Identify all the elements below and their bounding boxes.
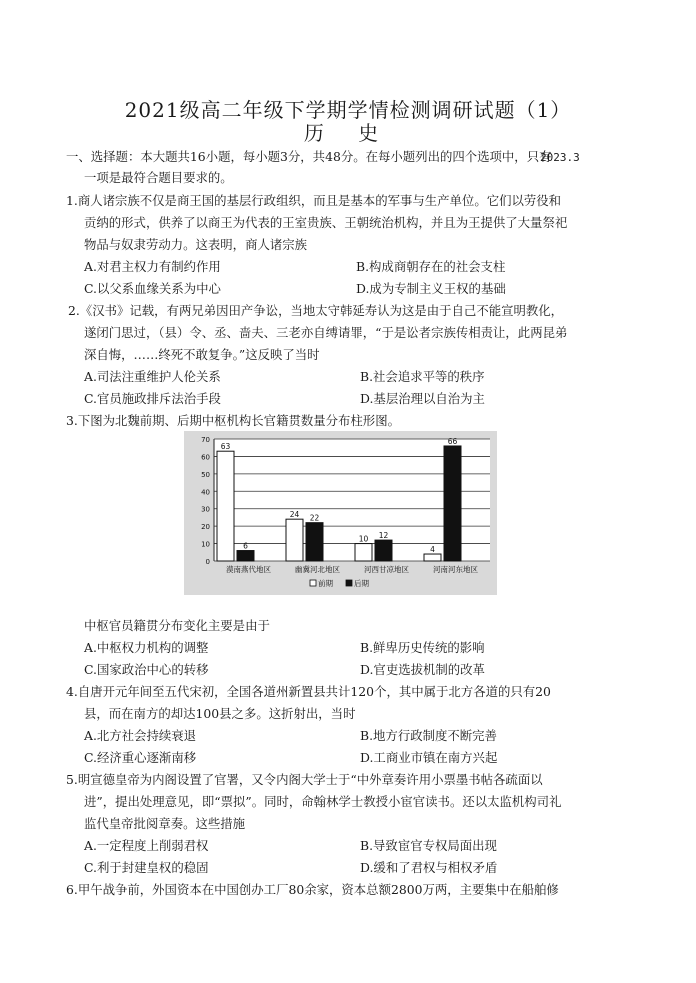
q5-line-2: 进”，提出处理意见，即“票拟”。同时，命翰林学士教授小宦官读书。还以太监机构司礼 [84,794,562,809]
data-label: 63 [220,442,231,452]
q2-option-a: A.司法注重维护人伦关系 [84,369,221,384]
data-label: 6 [243,541,248,551]
section-instruction-2: 一项是最符合题目要求的。 [84,170,233,185]
q5-option-d: D.缓和了君权与相权矛盾 [360,860,498,875]
legend-swatch [310,580,316,586]
y-tick-label: 20 [201,523,210,532]
y-tick-label: 0 [205,558,210,566]
bar-late [237,551,254,561]
q5-option-a: A.一定程度上削弱君权 [84,838,209,853]
q2-option-d: D.基层治理以自治为主 [360,391,485,406]
q1-line-2: 贡纳的形式，供养了以商王为代表的王室贵族、王朝统治机构，并且为王提供了大量祭祀 [84,215,568,230]
q1-option-b: B.构成商朝存在的社会支柱 [356,259,506,274]
bar-early [355,544,372,561]
q1-option-d: D.成为专制主义王权的基础 [356,281,506,296]
y-tick-label: 30 [201,505,210,514]
q4-option-c: C.经济重心逐渐南移 [84,750,197,765]
bar-chart [184,431,497,595]
section-instruction-1: 一、选择题：本大题共16小题，每小题3分，共48分。在每小题列出的四个选项中，只有 [66,149,552,164]
legend-label: 前期 [318,579,333,588]
q2-line-1: 2.《汉书》记载，有两兄弟因田产争讼，当地太守韩延寿认为这是由于自己不能宣明教化， [68,303,564,318]
bar-early [217,451,234,561]
q3-option-c: C.国家政治中心的转移 [84,662,209,677]
q5-option-b: B.导致宦官专权局面出现 [360,838,497,853]
q3-line-1: 3.下图为北魏前期、后期中枢机构长官籍贯数量分布柱形图。 [66,413,400,428]
q4-option-a: A.北方社会持续衰退 [84,728,197,743]
category-label: 漠南燕代地区 [226,565,271,574]
q1-option-c: C.以父系血缘关系为中心 [84,281,221,296]
q3-option-d: D.官吏选拔机制的改革 [360,662,485,677]
bar-chart-svg [184,431,497,595]
data-label: 4 [430,545,435,555]
data-label: 66 [447,436,458,446]
data-label: 12 [378,531,389,541]
y-tick-label: 50 [201,470,210,479]
q1-line-1: 1.商人诸宗族不仅是商王国的基层行政组织，而且是基本的军事与生产单位。它们以劳役和 [66,193,562,208]
q2-option-c: C.官员施政排斥法治手段 [84,391,221,406]
category-label: 幽冀河北地区 [295,565,340,574]
q1-option-a: A.对君主权力有制约作用 [84,259,221,274]
q4-line-1: 4.自唐开元年间至五代宋初，全国各道州新置县共计120个，其中属于北方各道的只有20 [66,684,551,699]
y-tick-label: 60 [201,453,210,462]
data-label: 10 [358,534,369,544]
q4-option-b: B.地方行政制度不断完善 [360,728,497,743]
q5-line-1: 5.明宣德皇帝为内阁设置了官署，又令内阁大学士于“中外章奏许用小票墨书帖各疏面以 [66,772,543,787]
bar-early [286,519,303,561]
category-label: 河西甘凉地区 [364,565,409,574]
q3-option-a: A.中枢权力机构的调整 [84,640,209,655]
q3-option-b: B.鲜卑历史传统的影响 [360,640,485,655]
category-label: 河南河东地区 [433,565,478,574]
y-tick-label: 10 [201,540,210,549]
q2-option-b: B.社会追求平等的秩序 [360,369,485,384]
q2-line-3: 深自悔，……终死不敢复争。”这反映了当时 [84,347,320,362]
bar-late [375,540,392,561]
bar-late [444,446,461,561]
q4-line-2: 县，而在南方的却达100县之多。这折射出，当时 [84,706,356,721]
q1-line-3: 物品与奴隶劳动力。这表明，商人诸宗族 [84,237,308,252]
y-tick-label: 70 [201,436,210,444]
exam-date: 2023.3 [540,151,580,164]
q3-after-chart: 中枢官员籍贯分布变化主要是由于 [84,618,270,633]
bar-early [424,554,441,561]
subject-title: 历 史 [303,121,393,145]
q2-line-2: 遂闭门思过，（县）令、丞、啬夫、三老亦自缚请罪，“于是讼者宗族传相责让，此两昆弟 [84,325,568,340]
legend-label: 后期 [354,579,369,588]
legend-swatch [346,580,352,586]
bar-late [306,523,323,561]
y-tick-label: 40 [201,488,210,497]
q4-option-d: D.工商业市镇在南方兴起 [360,750,498,765]
exam-title: 2021级高二年级下学期学情检测调研试题（1） [124,98,572,122]
data-label: 24 [289,510,300,520]
q5-line-3: 监代皇帝批阅章奏。这些措施 [84,816,246,831]
q6-line-1: 6.甲午战争前，外国资本在中国创办工厂80余家，资本总额2800万两，主要集中在船舶修 [66,882,559,897]
data-label: 22 [309,513,320,523]
q5-option-c: C.利于封建皇权的稳固 [84,860,209,875]
